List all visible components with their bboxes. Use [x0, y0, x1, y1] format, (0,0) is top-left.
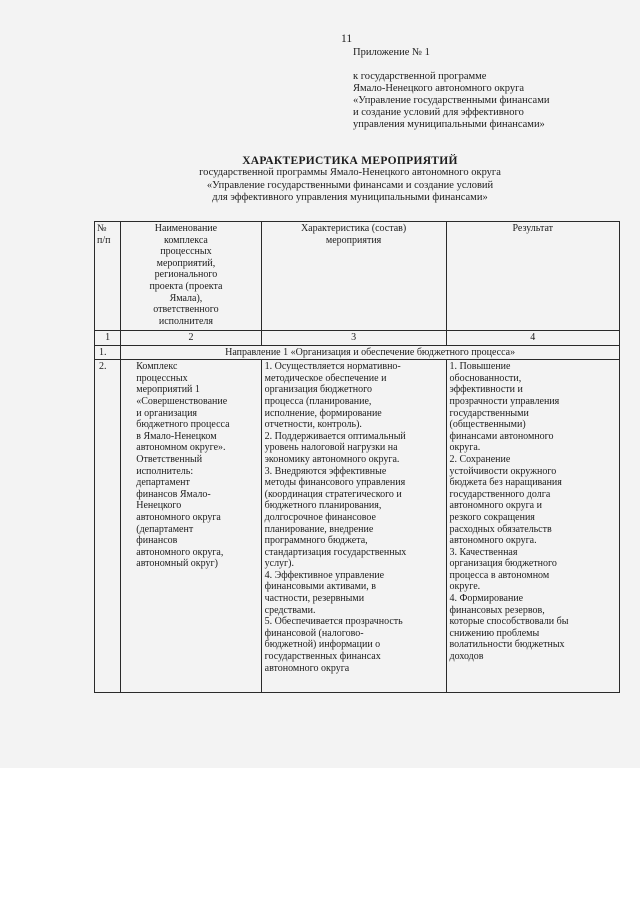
- appendix-note: [353, 47, 633, 131]
- table-header-row: [95, 222, 620, 331]
- header-result: Результат: [446, 222, 619, 331]
- measure-characteristic: 1. Осуществляется нормативно- методическое обеспечение и организация бюджетного процесса (планирование, исполнение, формирование отчетности, контроль). 2. Поддерживается оптимальный уровень налоговой нагрузки на экономику автономного округа. 3. Внедряются эффективные методы финансового управления (координация стратегического и бюджетного планирования, долгосрочное финансовое планирование, внедрение программного бюджета, стандартизация государственных услуг). 4. Эффективное управление финансовыми активами, в частности, резервными средствами. 5. Обеспечивается прозрачность финансовой (налогово- бюджетной) информации о государственных финансах автономного округа: [261, 360, 446, 693]
- document-heading: [80, 155, 620, 204]
- direction-number: 1.: [95, 345, 121, 360]
- page-number: 11: [341, 33, 353, 45]
- heading-line: для эффективного управления муниципальными финансами»: [212, 191, 488, 203]
- column-number: 2: [121, 331, 261, 346]
- complex-name: Комплекс процессных мероприятий 1 «Совершенствование и организация бюджетного процесса в Ямало-Ненецком автономном округе». Ответственный исполнитель: департамент финансов Ямало- Ненецкого автономного округа (департамент финансов автономного округа, автономный округ): [121, 360, 261, 693]
- column-number: 4: [446, 331, 619, 346]
- column-number: 3: [261, 331, 446, 346]
- appendix-line: и создание условий для эффективного: [353, 107, 524, 118]
- column-numbers-row: [95, 331, 620, 346]
- heading-line: «Управление государственными финансами и создание условий: [206, 179, 494, 191]
- appendix-line: к государственной программе: [353, 71, 487, 82]
- measure-result: 1. Повышение обоснованности, эффективности и прозрачности управления государственными (общественными) финансами автономного округа. 2. Сохранение устойчивости окружного бюджета без наращивания государственного долга автономного округа и резкого сокращения расходных обязательств автономного округа. 3. Качественная организация бюджетного процесса в автономном округе. 4. Формирование финансовых резервов, которые способствовали бы снижению проблемы волатильности бюджетных доходов: [446, 360, 619, 693]
- header-characteristic: Характеристика (состав) мероприятия: [261, 222, 446, 331]
- appendix-line: «Управление государственными финансами: [353, 95, 550, 106]
- heading-line: государственной программы Ямало-Ненецкого автономного округа: [199, 167, 501, 179]
- heading-main: ХАРАКТЕРИСТИКА МЕРОПРИЯТИЙ: [242, 155, 458, 167]
- header-name: Наименование комплекса процессных мероприятий, регионального проекта (проекта Ямала), ответственного исполнителя: [121, 222, 261, 331]
- measures-table: [94, 221, 620, 693]
- appendix-title: Приложение № 1: [353, 47, 430, 58]
- direction-row: [95, 345, 620, 360]
- appendix-line: управления муниципальными финансами»: [353, 119, 545, 130]
- column-number: 1: [95, 331, 121, 346]
- header-number: № п/п: [95, 222, 121, 331]
- row-number: 2.: [95, 360, 121, 693]
- appendix-line: Ямало-Ненецкого автономного округа: [353, 83, 525, 94]
- direction-title: Направление 1 «Организация и обеспечение бюджетного процесса»: [121, 345, 620, 360]
- table-row: [95, 360, 620, 693]
